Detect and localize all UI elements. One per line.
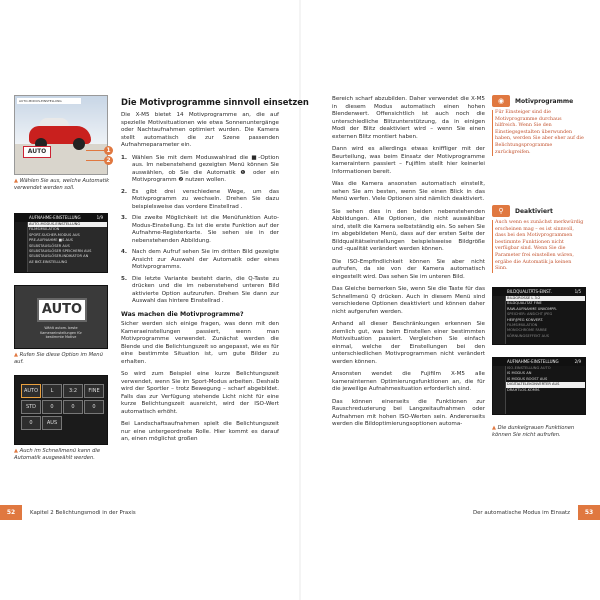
callout-line-1: [86, 150, 104, 151]
body-paragraph: Sie sehen dies in den beiden nebenstehenden Abbildungen. Alle Optionen, die nicht auswählbar sind, stellt die Kamera selbstständig ein. So sehen Sie im abgebildeten Menü, dass auf der ersten Seite der Bildqualitätseinstellungen beispielsweise Bildgröße und -qualität verändert werden können.: [332, 208, 485, 252]
quick-menu-cell: L: [42, 384, 62, 398]
menu-title-text: AUFNAHME-EINSTELLUNG: [507, 359, 559, 364]
page-fold: [299, 0, 301, 600]
callout-1: 1: [104, 146, 113, 155]
menu-row: IS MODUS AN: [507, 371, 532, 376]
body-paragraph: Dann wird es allerdings etwas kniffliger mit der Beurteilung, was beim Einsatz der Motivprogramme kameraintern passiert – Fujifilm stellt hier keinerlei Informationen bereit.: [332, 146, 485, 175]
body-paragraph: Sicher werden sich einige fragen, was denn mit den Kameraeinstellungen passiert, wenn man Motivprogramme verwendet. Zunächst werden die Blende und die Belichtungszeit so angepasst, wie es für eine bestimmte Situation ist, um gute Bilder zu erhalten.: [121, 321, 279, 365]
caption-auto: ▲ Rufen Sie diese Option im Menü auf.: [14, 352, 103, 365]
step-number: 4.: [121, 249, 128, 255]
menu-row: BILDQUALITÄT FINE: [507, 301, 542, 306]
menu-row: AE BKT-EINSTELLUNG: [29, 259, 68, 264]
body-paragraph: Die ISO-Empfindlichkeit können Sie aber nicht aufrufen, da sie von der Kamera automatisch eingestellt wird. Das sehen Sie im unteren Bild.: [332, 258, 485, 280]
caption-q-text: Auch im Schnellmenü kann die Automatik ausgewählt werden.: [14, 448, 101, 461]
body-paragraph: Das können einerseits die Funktionen zur Rauschreduzierung bei Langzeitaufnahmen oder Aufnahmen mit hohen ISO-Werten sein. Andererseits werden die Bildoptimierungsoptionen automa-: [332, 398, 485, 427]
menu-row: AUTO-MODUS-EINSTELLUNG: [15, 222, 107, 227]
caption-menus: ▲ Die dunkelgrauen Funktionen können Sie nicht aufrufen.: [492, 425, 575, 438]
menu-page: 1/9: [96, 215, 103, 220]
menu-row: FILMSIMULATION: [507, 323, 538, 328]
menu-row: MONOCHROME FARBE: [507, 328, 547, 333]
menu-sidebar: [493, 366, 506, 415]
footer-right: [473, 505, 600, 520]
menu-title-text: AUFNAHME-EINSTELLUNG: [29, 215, 81, 220]
step-item: [121, 215, 279, 245]
menu-sidebar: [493, 296, 506, 345]
quick-menu-cell: AUTO: [21, 384, 41, 398]
body-paragraph: Bereich scharf abzubilden. Daher verwendet die X-M5 in diesem Modus automatisch einen hohen Blendenwert. Offensichtlich ist auch noch die unterschiedliche Blitzunterstützung, da in einigen Modi der Blitz deaktiviert wird – wenn Sie einen externen Blitz montiert haben.: [332, 96, 485, 140]
menu-sidebar: [15, 222, 28, 272]
tip-box-title: Deaktiviert: [515, 207, 553, 215]
chapter-label: Kapitel 2 Belichtungsmodi in der Praxis: [30, 509, 136, 516]
tip-box-deaktiviert: [492, 205, 584, 273]
step-text: Nach dem Aufruf sehen Sie im dritten Bild gezeigte Ansicht zur Auswahl der Automatik oder eines Motivprogramms.: [132, 249, 279, 270]
quick-menu-cell: STD: [21, 400, 41, 414]
left-text-column: [121, 112, 279, 449]
step-item: [121, 276, 279, 306]
menu-page: 2/9: [574, 359, 581, 364]
step-item: [121, 155, 279, 185]
tip-box-title: Motivprogramme: [515, 97, 574, 105]
menu-row: IS MODUS BOOST AUS: [507, 376, 548, 381]
right-text-column: [332, 96, 485, 434]
shooting-menu-screen: [14, 213, 108, 273]
menu-row: PRE-AUFNAHME ■S AUS: [29, 238, 73, 243]
step-number: 3.: [121, 215, 128, 221]
caption-car: ▲ Wählen Sie aus, welche Automatik verwendet werden soll.: [14, 178, 110, 191]
image-quality-menu-screen: [492, 287, 586, 345]
quick-menu-cell: 0: [42, 400, 62, 414]
quick-menu-cell: FINE: [84, 384, 104, 398]
menu-row: DIGITALTELEKONVERTER AUS: [493, 382, 585, 387]
auto-mode-box: AUTO: [23, 146, 51, 158]
body-paragraph: Ansonsten wendet die Fujifilm X-M5 alle kamerainternen Optimierungsfunktionen an, die für die jeweilige Aufnahmesituation erforderlich sind.: [332, 371, 485, 392]
menu-row: SELBSTAUSLÖSER-INDIKATOR AN: [29, 254, 89, 259]
menu-row: DRAHTLOS-KOMM.: [507, 387, 541, 392]
step-text: Es gibt drei verschiedene Wege, um das Motivprogramm zu wechseln. Drehen Sie dazu beispielsweise das vordere Einstellrad .: [132, 188, 279, 210]
menu-row: SELBSTAUSLÖSER SPEICHERN AUS: [29, 249, 92, 254]
step-number: 2.: [121, 188, 128, 195]
page-number-left: 52: [0, 505, 22, 520]
quick-menu-cell: AUS: [42, 416, 62, 430]
step-text: Wählen Sie mit dem Moduswahlrad die ■-Option aus. Im nebenstehend gezeigten Menü können Sie auswählen, ob Sie die Automatik ❶ oder ein Motivprogramm ❷ nutzen wollen.: [132, 154, 279, 183]
camera-icon: ◉: [492, 95, 510, 107]
subheading: Was machen die Motivprogramme?: [121, 310, 244, 318]
menu-row: ISO-EINSTELLUNG AUTO: [507, 366, 551, 370]
tip-box-motivprogramme: [492, 95, 584, 156]
auto-mode-hint: Wählt autom. beste Kameraeinstellungen für bestimmte Motive: [40, 326, 82, 340]
steps-list: [121, 155, 279, 306]
magnifier-icon: ⚲: [492, 205, 510, 217]
quick-menu-cell: 3:2: [63, 384, 83, 398]
menu-row: SPEICHER: ANSICHT JPEG: [507, 312, 553, 317]
tip-box-body: Auch wenn es zunächst merkwürdig erscheinen mag – es ist sinnvoll, dass bei den Motivprogrammen bestimmte Funktionen nicht verfügbar sind. Wenn Sie die Parameter frei einstellen wären, ergäbe die Automatik ja keinen Sinn.: [492, 220, 584, 273]
section-heading: Die Motivprogramme sinnvoll einsetzen: [121, 97, 309, 107]
menu-row: FILMSIMULATION: [29, 227, 60, 232]
menu-title: [15, 214, 107, 222]
quick-menu-cell: 0: [84, 400, 104, 414]
callout-line-2: [86, 160, 104, 161]
caption-menus-text: Die dunkelgrauen Funktionen können Sie nicht aufrufen.: [492, 425, 575, 438]
step-item: [121, 189, 279, 212]
car-photo: [14, 95, 108, 175]
menu-row: SELBSTAUSLÖSER AUS: [29, 243, 70, 248]
caption-car-text: Wählen Sie aus, welche Automatik verwendet werden soll.: [14, 178, 110, 191]
step-item: [121, 249, 279, 272]
body-paragraph: Was die Kamera ansonsten automatisch einstellt, sehen Sie am besten, wenn Sie einen Blick in das Menü werfen. Viele Optionen sind nämlich deaktiviert.: [332, 181, 485, 202]
step-number: 5.: [121, 275, 128, 282]
caption-quick-menu: ▲ Auch im Schnellmenü kann die Automatik ausgewählt werden.: [14, 448, 101, 461]
callout-2: 2: [104, 156, 113, 165]
tip-box-body: Für Einsteiger sind die Motivprogramme durchaus hilfreich. Wenn Sie den Einstiegsgestalten überwunden haben, werden Sie aber eher auf die Belichtungsprogramme zurückgreifen.: [492, 110, 584, 156]
page-number-right: 53: [578, 505, 600, 520]
auto-mode-label: AUTO: [37, 298, 87, 322]
body-paragraph: Anhand all dieser Beschränkungen erkennen Sie ziemlich gut, was beim Einstellen einer bestimmten Motivsituation passiert. Vergleichen Sie einfach einmal, welche der Einstellungen bei den unterschiedlichen Motivprogrammen nicht verändert werden können.: [332, 321, 485, 365]
quick-menu-cell: 0: [63, 400, 83, 414]
menu-row: BILDGRÖSSE L 3:2: [493, 296, 585, 301]
shooting-settings-menu-screen: [492, 357, 586, 415]
step-number: 1.: [121, 154, 128, 161]
auto-mode-screen: [14, 285, 108, 349]
step-text: Die zweite Möglichkeit ist die Menüfunktion Auto-Modus-Einstellung. Es ist die erste Funktion auf der Aufnahme-Registerkarte. Sie sehen sie in der nebenstehenden Abbildung.: [132, 215, 279, 244]
quick-menu-cell: 0: [21, 416, 41, 430]
intro-paragraph: Die X-M5 bietet 14 Motivprogramme an, die auf spezielle Motivsituationen wie etwa Sonnenuntergänge oder Nachtaufnahmen optimiert wurden. Die Kamera stellt automatisch die zur Szene passenden Aufnahmeparameter ein.: [121, 112, 279, 148]
menu-row: RAW-AUFNAHME UNKOMPR.: [507, 306, 557, 311]
menu-page: 1/5: [574, 289, 581, 294]
menu-title-text: BILDQUALITÄTS-EINST.: [507, 289, 552, 294]
footer-left: [0, 505, 136, 520]
menu-row: SPORT-SUCHER-MODUS AUS: [29, 232, 80, 237]
quick-menu-screen: [14, 375, 108, 445]
body-paragraph: Bei Landschaftsaufnahmen spielt die Belichtungszeit nur eine untergeordnete Rolle. Hier kommt es darauf an, einen möglichst großen: [121, 421, 279, 442]
menu-title: [493, 288, 585, 296]
chapter-label: Der automatische Modus im Einsatz: [472, 509, 570, 516]
body-paragraph: So wird zum Beispiel eine kurze Belichtungszeit verwendet, wenn Sie im Sport-Modus arbeiten. Deshalb wird der Sportler – trotz Bewegung – scharf abgebildet. Falls das zur Verfügung stehende Licht nicht für eine kurze Belichtungszeit ausreicht, wird der ISO-Wert automatisch erhöht.: [121, 371, 279, 415]
car-photo-tag: AUTO-MODUS-EINSTELLUNG: [17, 98, 81, 104]
body-paragraph: Das Gleiche bemerken Sie, wenn Sie die Taste für das Schnellmenü Q drücken. Auch in diesem Menü sind verschiedene Optionen deaktiviert und können daher nicht aufgerufen werden.: [332, 286, 485, 315]
menu-row: HEIF/JPEG KONVERT.: [507, 317, 544, 322]
menu-row: KÖRNUNGSEFFEKT AUS: [507, 333, 550, 338]
step-text: Die letzte Variante besteht darin, die Q-Taste zu drücken und die im nebenstehend unteren Bild aktivierte Option aufzurufen. Drehen Sie dann zur Auswahl das hintere Einstellrad .: [132, 275, 279, 304]
tip-box-header: [492, 95, 584, 107]
car-wheel-rear: [73, 138, 85, 150]
caption-auto-text: Rufen Sie diese Option im Menü auf.: [14, 352, 103, 365]
menu-title: [493, 358, 585, 366]
tip-box-header: [492, 205, 584, 217]
